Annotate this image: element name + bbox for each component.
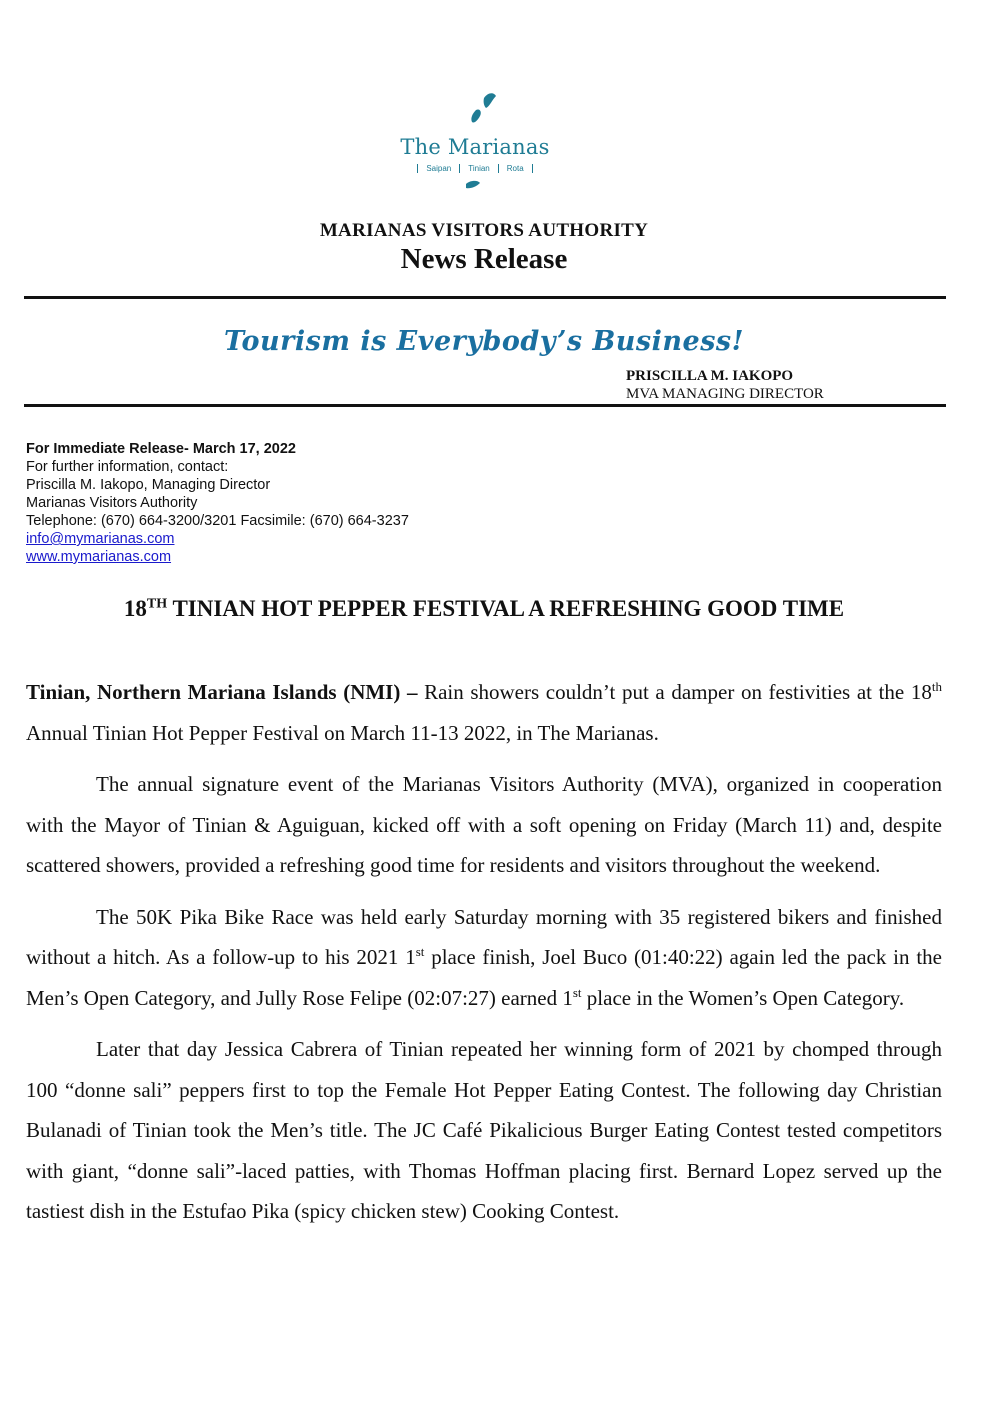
contact-org: Marianas Visitors Authority <box>26 495 198 511</box>
p1-ordinal: th <box>931 679 942 694</box>
bottom-divider <box>24 404 946 407</box>
organization-name: MARIANAS VISITORS AUTHORITY <box>319 220 649 241</box>
contact-phones: Telephone: (670) 664-3200/3201 Facsimile: (670) 664-3237 <box>26 513 409 529</box>
director-title: MVA MANAGING DIRECTOR <box>626 386 824 402</box>
island-rota: Rota <box>506 164 524 173</box>
article-body <box>26 672 942 1243</box>
p3-text-c: place in the Women’s Open Category. <box>581 985 905 1010</box>
document-type: News Release <box>400 243 568 275</box>
further-info-label: For further information, contact: <box>26 459 229 475</box>
p3-text-a: The 50K Pika Bike Race was held early Saturday morning with 35 registered bikers and finished without a hitch. As a follow-up to his 2021 1 <box>26 904 942 969</box>
paragraph-2: The annual signature event of the Marianas Visitors Authority (MVA), organized in cooperation with the Mayor of Tinian & Aguiguan, kicked off with a soft opening on Friday (March 11) and, despite scattered showers, provided a refreshing good time for residents and visitors throughout the weekend. <box>26 772 942 877</box>
director-name: PRISCILLA M. IAKOPO <box>626 368 794 384</box>
contact-block <box>26 440 409 566</box>
logo-islands-list <box>0 164 950 173</box>
director-block <box>626 367 824 403</box>
top-divider <box>24 296 946 299</box>
headline-text: TINIAN HOT PEPPER FESTIVAL A REFRESHING GOOD TIME <box>167 596 845 621</box>
website-link[interactable]: www.mymarianas.com <box>26 549 172 565</box>
p1-text-a: Rain showers couldn’t put a damper on festivities at the 18 <box>417 680 932 704</box>
email-link[interactable]: info@mymarianas.com <box>26 531 175 547</box>
p3-ordinal-2: st <box>572 984 582 1000</box>
paragraph-3 <box>26 897 942 1019</box>
headline-ordinal: TH <box>146 596 168 612</box>
p1-text-b: Annual Tinian Hot Pepper Festival on March 11-13 2022, in The Marianas. <box>26 720 659 745</box>
paragraph-1 <box>26 672 942 753</box>
p3-ordinal-1: st <box>415 944 425 959</box>
dateline: Tinian, Northern Mariana Islands (NMI) – <box>26 680 418 704</box>
logo-name: The Marianas <box>400 135 550 159</box>
headline-number: 18 <box>123 596 147 621</box>
slogan: Tourism is Everybody’s Business! <box>224 326 744 357</box>
p3-text-b: place finish, Joel Buco (01:40:22) again led the pack in the Men’s Open Category, and Jully Rose Felipe (02:07:27) earned 1 <box>26 945 942 1010</box>
paragraph-4: Later that day Jessica Cabrera of Tinian repeated her winning form of 2021 by chomped through 100 “donne sali” peppers first to top the Female Hot Pepper Eating Contest. The following day Christian Bulanadi of Tinian took the Men’s title. The JC Café Pikalicious Burger Eating Contest tested competitors with giant, “donne sali”-laced patties, with Thomas Hoffman placing first. Bernard Lopez served up the tastiest dish in the Estufao Pika (spicy chicken stew) Cooking Contest. <box>26 1037 942 1223</box>
release-date: For Immediate Release- March 17, 2022 <box>26 441 296 457</box>
island-saipan: Saipan <box>426 164 452 173</box>
contact-person: Priscilla M. Iakopo, Managing Director <box>26 477 271 493</box>
headline <box>0 596 968 622</box>
island-tinian: Tinian <box>468 164 490 173</box>
